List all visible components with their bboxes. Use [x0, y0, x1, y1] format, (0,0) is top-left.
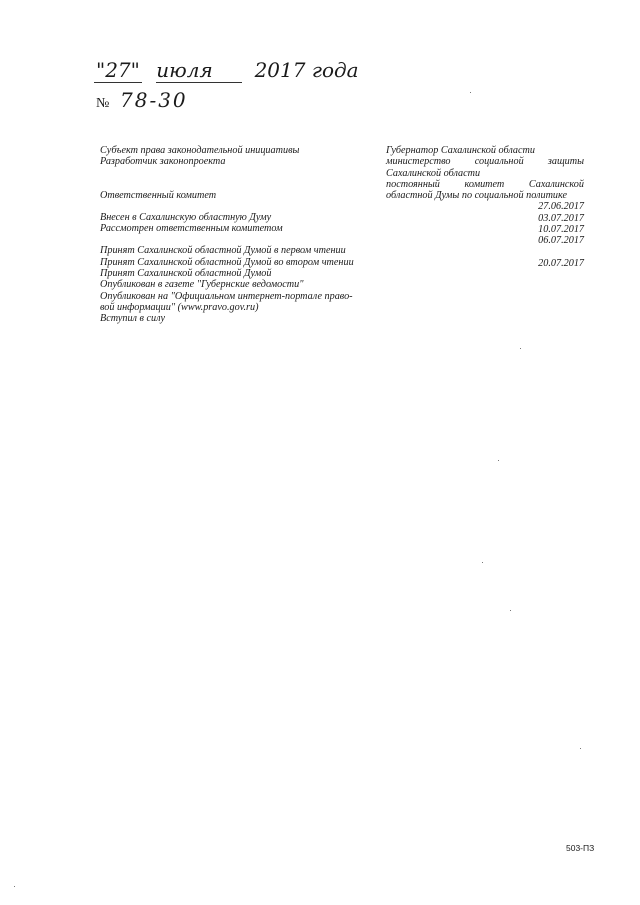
law-passage-labels: [100, 145, 380, 325]
value-developer-word-3: защиты: [547, 156, 584, 168]
value-developer: [386, 156, 584, 167]
scan-speck: [14, 886, 15, 887]
label-reviewed: Рассмотрен ответственным комитетом: [100, 223, 283, 235]
label-published-gazette: Опубликован в газете "Губернские ведомости": [100, 279, 304, 291]
value-date-reviewed-2: 10.07.2017: [538, 224, 584, 236]
scan-speck: [482, 562, 483, 563]
label-introduced: Внесен в Сахалинскую областную Думу: [100, 211, 272, 223]
date-year: 2017 года: [254, 58, 359, 82]
value-date-adopted: 20.07.2017: [538, 257, 584, 269]
value-date-introduced: 27.06.2017: [538, 201, 584, 213]
value-committee-word-3: Сахалинской: [528, 178, 584, 190]
scan-speck: [580, 748, 581, 749]
value-committee-cont: областной Думы по социальной политике: [386, 190, 568, 202]
scan-speck: [498, 460, 499, 461]
value-developer-cont: Сахалинской области: [386, 167, 481, 179]
label-published-portal: Опубликован на "Официальном интернет-портале право-: [100, 290, 353, 302]
label-entered-force: Вступил в силу: [100, 313, 165, 325]
adoption-date: [92, 58, 359, 83]
date-day: "27": [96, 58, 140, 82]
label-developer: Разработчик законопроекта: [100, 156, 226, 168]
value-developer-word-1: министерство: [386, 156, 451, 168]
value-developer-word-2: социальной: [474, 156, 524, 168]
date-month: июля: [156, 58, 242, 83]
value-date-first-reading: 06.07.2017: [538, 235, 584, 247]
label-first-reading: Принят Сахалинской областной Думой в первом чтении: [100, 245, 346, 257]
value-committee-word-2: комитет: [464, 178, 505, 190]
value-committee-word-1: постоянный: [386, 178, 440, 190]
value-subject: Губернатор Сахалинской области: [386, 145, 535, 156]
label-second-reading: Принят Сахалинской областной Думой во втором чтении: [100, 256, 354, 268]
number-sign: №: [96, 96, 110, 111]
label-adopted: Принят Сахалинской областной Думой: [100, 268, 272, 280]
scan-speck: [470, 92, 471, 93]
scan-speck: [520, 348, 521, 349]
label-subject: Субъект права законодательной инициативы: [100, 145, 300, 156]
scan-speck: [510, 610, 511, 611]
value-committee: [386, 179, 584, 190]
value-date-reviewed-1: 03.07.2017: [538, 212, 584, 224]
document-code: 503-ПЗ: [566, 843, 595, 853]
label-committee: Ответственный комитет: [100, 189, 217, 201]
registration-number: 78-30: [120, 88, 188, 112]
law-passage-values: [386, 145, 584, 269]
label-published-portal-cont: вой информации" (www.pravo.gov.ru): [100, 301, 259, 313]
